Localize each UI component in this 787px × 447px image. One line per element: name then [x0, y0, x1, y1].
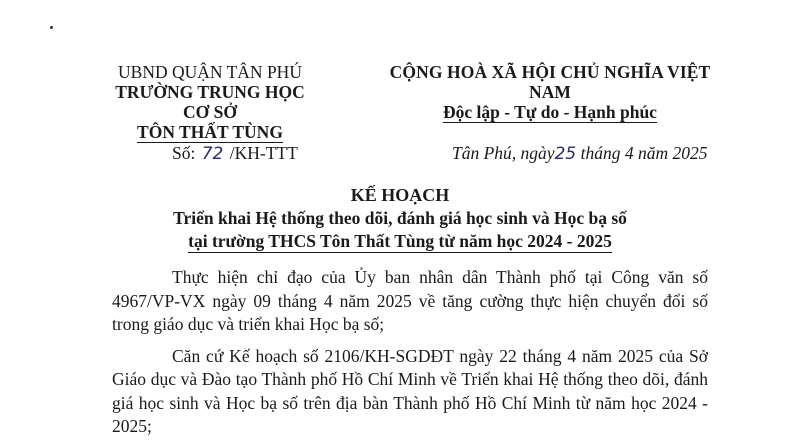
- body-paragraph-1: Thực hiện chỉ đạo của Ủy ban nhân dân Thành phố tại Công văn số 4967/VP-VX ngày 09 tháng 4 năm 2025 về tăng cường thực hiện chuyển đổi số trong giáo dục và triển khai Học bạ số;: [112, 267, 708, 334]
- country-name: CỘNG HOÀ XÃ HỘI CHỦ NGHĨA VIỆT NAM: [389, 62, 711, 102]
- date-day-handwritten: 25: [554, 144, 577, 164]
- doc-number-prefix: Số:: [172, 143, 196, 163]
- national-motto: Độc lập - Tự do - Hạnh phúc: [443, 102, 657, 122]
- date-prefix: Tân Phú, ngày: [452, 143, 555, 163]
- body-paragraph-2: Căn cứ Kế hoạch số 2106/KH-SGDĐT ngày 22 tháng 4 năm 2025 của Sở Giáo dục và Đào tạo Thành phố Hồ Chí Minh về Triển khai Hệ thống theo dõi, đánh giá học sinh và Học bạ số trên địa bàn Thành phố Hồ Chí Minh từ năm học 2024 - 2025;: [112, 345, 708, 436]
- document-body: [112, 266, 708, 447]
- document-title: [100, 184, 700, 253]
- title-line-1: Triển khai Hệ thống theo dõi, đánh giá học sinh và Học bạ số: [173, 208, 627, 228]
- speck-mark: [50, 26, 53, 29]
- document-number: [172, 143, 298, 164]
- issue-date: [452, 143, 707, 164]
- issuing-authority-header: [100, 62, 320, 143]
- school-type: TRƯỜNG TRUNG HỌC CƠ SỞ: [115, 82, 305, 122]
- national-header: [370, 62, 730, 123]
- date-suffix: tháng 4 năm 2025: [576, 143, 708, 163]
- school-name: TÔN THẤT TÙNG: [137, 122, 283, 142]
- title-main: KẾ HOẠCH: [350, 185, 450, 205]
- doc-number-handwritten: 72: [201, 144, 224, 164]
- agency-name: UBND QUẬN TÂN PHÚ: [118, 62, 302, 82]
- title-line-2: tại trường THCS Tôn Thất Tùng từ năm học 2024 - 2025: [188, 231, 612, 251]
- doc-number-suffix: /KH-TTT: [229, 143, 298, 163]
